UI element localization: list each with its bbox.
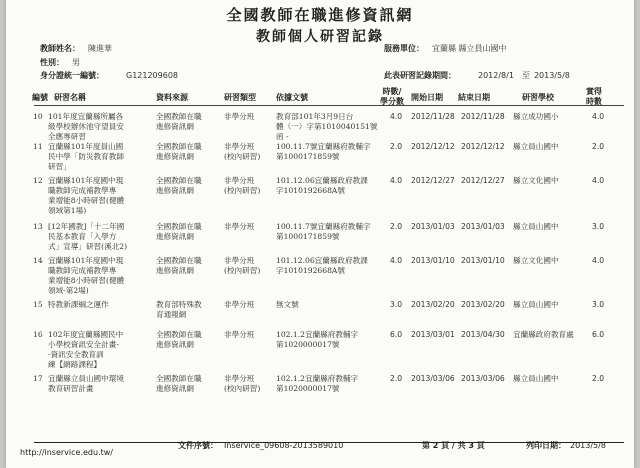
col-seq: 編號: [32, 92, 48, 102]
cell-type: 非學分班 (校內研習): [224, 256, 261, 275]
cell-actual: 3.0: [592, 300, 605, 309]
col-start: 開始日期: [411, 92, 443, 102]
cell-course: 102年度宜蘭縣國民中 小學校資訊安全計畫- -資訊安全教育訓 練【網路課程】: [48, 330, 124, 369]
cell-start: 2012/12/12: [411, 142, 455, 151]
cell-seq: 13: [33, 222, 43, 231]
cell-actual: 2.0: [592, 142, 605, 151]
serial-value: Inservice_09608-2013589010: [224, 441, 344, 450]
cell-end: 2013/02/20: [461, 300, 505, 309]
cell-start: 2013/01/03: [411, 222, 455, 231]
cell-school: 縣立文化國中: [513, 256, 559, 265]
cell-start: 2012/12/27: [411, 176, 455, 185]
page-indicator: 第 2 頁 / 共 3 頁: [422, 441, 485, 450]
cell-start: 2013/02/20: [411, 300, 455, 309]
cell-end: 2013/01/10: [461, 256, 505, 265]
cell-doc: 102.1.2宜蘭縣府教輔字 第1020000017號: [276, 330, 359, 349]
period-from: 2012/8/1: [478, 71, 514, 80]
cell-seq: 15: [33, 300, 43, 309]
cell-doc: 101.12.06宜蘭縣政府教課 字1010192668A號: [276, 256, 368, 275]
cell-end: 2013/03/06: [461, 374, 505, 383]
cell-type: 非學分班 (校內研習): [224, 142, 261, 161]
cell-school: 宜蘭縣政府教育處: [513, 330, 574, 339]
document-serial: [178, 440, 343, 451]
cell-source: 教育部特殊教 育通報網: [156, 300, 202, 319]
cell-type: 非學分班: [224, 300, 255, 309]
cell-school: 縣立員山國中: [513, 300, 559, 309]
period-label: 此表研習記錄期間：: [384, 70, 456, 80]
print-date: [526, 440, 606, 451]
cell-actual: 3.0: [592, 222, 605, 231]
document-title: 全國教師在職進修資訊網: [226, 6, 414, 24]
col-end: 結束日期: [458, 92, 490, 102]
teacher-name: [40, 43, 112, 54]
cell-source: 全國教師在職 進修資訊網: [156, 176, 202, 195]
cell-actual: 4.0: [592, 112, 605, 121]
teacher-name-value: 陳進華: [88, 44, 112, 53]
cell-source: 全國教師在職 進修資訊網: [156, 142, 202, 161]
cell-source: 全國教師在職 進修資訊網: [156, 256, 202, 275]
cell-actual: 6.0: [592, 330, 605, 339]
cell-hours: 6.0: [390, 330, 403, 339]
cell-hours: 4.0: [390, 176, 403, 185]
cell-seq: 14: [33, 256, 43, 265]
print-value: 2013/5/8: [570, 441, 606, 450]
cell-end: 2012/12/12: [461, 142, 505, 151]
cell-start: 2013/03/06: [411, 374, 455, 383]
cell-course: 宜蘭縣101年度國中現 職教師完成補教學專 業增能8小時研習(健體 領域第1場): [48, 176, 125, 215]
cell-hours: 2.0: [390, 142, 403, 151]
cell-seq: 17: [33, 374, 43, 383]
cell-doc: 102.1.2宜蘭縣府教輔字 第1020000017號: [276, 374, 359, 393]
cell-hours: 2.0: [390, 374, 403, 383]
cell-type: 非學分班 (校內研習): [224, 176, 261, 195]
cell-start: 2013/01/10: [411, 256, 455, 265]
col-actual: 實得 時數: [586, 86, 602, 106]
teacher-name-label: 教師姓名：: [40, 43, 80, 53]
cell-type: 非學分班: [224, 330, 255, 339]
col-course: 研習名稱: [54, 92, 86, 102]
teacher-gender: [40, 57, 80, 68]
cell-doc: 101.12.06宜蘭縣政府教課 字1010192668A號: [276, 176, 368, 195]
header-rule: [34, 105, 624, 106]
cell-course: 宜蘭縣101年度員山國 民中學「防災教育教師 研習」: [48, 142, 124, 171]
document-page: [6, 0, 634, 468]
cell-actual: 4.0: [592, 176, 605, 185]
cell-doc: 無文號: [276, 300, 299, 309]
cell-doc: 教育部101年3月9日台 體（一）字第1010040151號 函 -: [276, 112, 378, 141]
id-value: G121209608: [126, 71, 179, 80]
cell-end: 2013/04/30: [461, 330, 505, 339]
cell-course: 宜蘭縣101年度國中現 職教師完成補教學專 業增能8小時研習(健體 領域-第2場): [48, 256, 125, 295]
col-school: 研習學校: [522, 92, 554, 102]
site-url[interactable]: http://inservice.edu.tw/: [20, 448, 113, 457]
serial-label: 文件序號：: [178, 441, 218, 450]
record-period: [384, 70, 570, 81]
cell-school: 縣立員山國中: [513, 222, 559, 231]
gender-label: 性別：: [40, 57, 64, 67]
service-unit: [384, 43, 507, 54]
cell-type: 非學分班 (校內研習): [224, 374, 261, 393]
col-doc: 依據文號: [276, 92, 308, 102]
cell-start: 2013/03/01: [411, 330, 455, 339]
cell-end: 2012/11/28: [461, 112, 505, 121]
cell-course: 特教新課綱之運作: [48, 300, 109, 309]
period-to-word: 至: [521, 71, 530, 80]
cell-course: 宜蘭縣立員山國中環境 教育研習計畫: [48, 374, 124, 393]
cell-actual: 4.0: [592, 256, 605, 265]
col-source: 資料來源: [156, 92, 188, 102]
cell-seq: 16: [33, 330, 43, 339]
cell-end: 2012/12/27: [461, 176, 505, 185]
cell-seq: 10: [33, 112, 43, 121]
cell-type: 非學分班: [224, 222, 255, 231]
cell-doc: 100.11.7號宜蘭縣府教輔字 第1000171859號: [276, 142, 371, 161]
cell-seq: 12: [33, 176, 43, 185]
unit-value: 宜蘭縣 縣立員山國中: [432, 44, 507, 53]
cell-actual: 2.0: [592, 374, 605, 383]
cell-school: 縣立員山國中: [513, 374, 559, 383]
cell-school: 縣立文化國中: [513, 176, 559, 185]
teacher-id: [40, 70, 178, 81]
cell-source: 全國教師在職 進修資訊網: [156, 222, 202, 241]
cell-course: [12年國教]「十二年國 民基本教育「入學方 式」宣導」研習(溪北2): [48, 222, 128, 251]
cell-source: 全國教師在職 進修資訊網: [156, 374, 202, 393]
cell-doc: 100.11.7號宜蘭縣府教輔字 第1000171859號: [276, 222, 371, 241]
cell-hours: 2.0: [390, 222, 403, 231]
id-label: 身分證統一編號：: [40, 70, 104, 80]
cell-school: 縣立成功國小: [513, 112, 559, 121]
print-label: 列印日期：: [526, 441, 566, 450]
cell-seq: 11: [33, 142, 43, 151]
col-hours: 時數/ 學分數: [380, 86, 404, 106]
cell-hours: 4.0: [390, 112, 403, 121]
cell-type: 非學分班: [224, 112, 255, 121]
cell-source: 全國教師在職 進修資訊網: [156, 330, 202, 349]
unit-label: 服務單位：: [384, 43, 424, 53]
cell-course: 101年度宜蘭縣所屬各 級學校辦休池守望員安 全應專研習: [48, 112, 124, 141]
cell-end: 2013/01/03: [461, 222, 505, 231]
document-subtitle: 教師個人研習記錄: [256, 29, 384, 45]
gender-value: 男: [72, 58, 80, 67]
cell-school: 縣立員山國中: [513, 142, 559, 151]
cell-hours: 3.0: [390, 300, 403, 309]
cell-source: 全國教師在職 進修資訊網: [156, 112, 202, 131]
cell-start: 2012/11/28: [411, 112, 455, 121]
cell-hours: 4.0: [390, 256, 403, 265]
period-to: 2013/5/8: [533, 71, 570, 80]
col-type: 研習類型: [224, 92, 256, 102]
